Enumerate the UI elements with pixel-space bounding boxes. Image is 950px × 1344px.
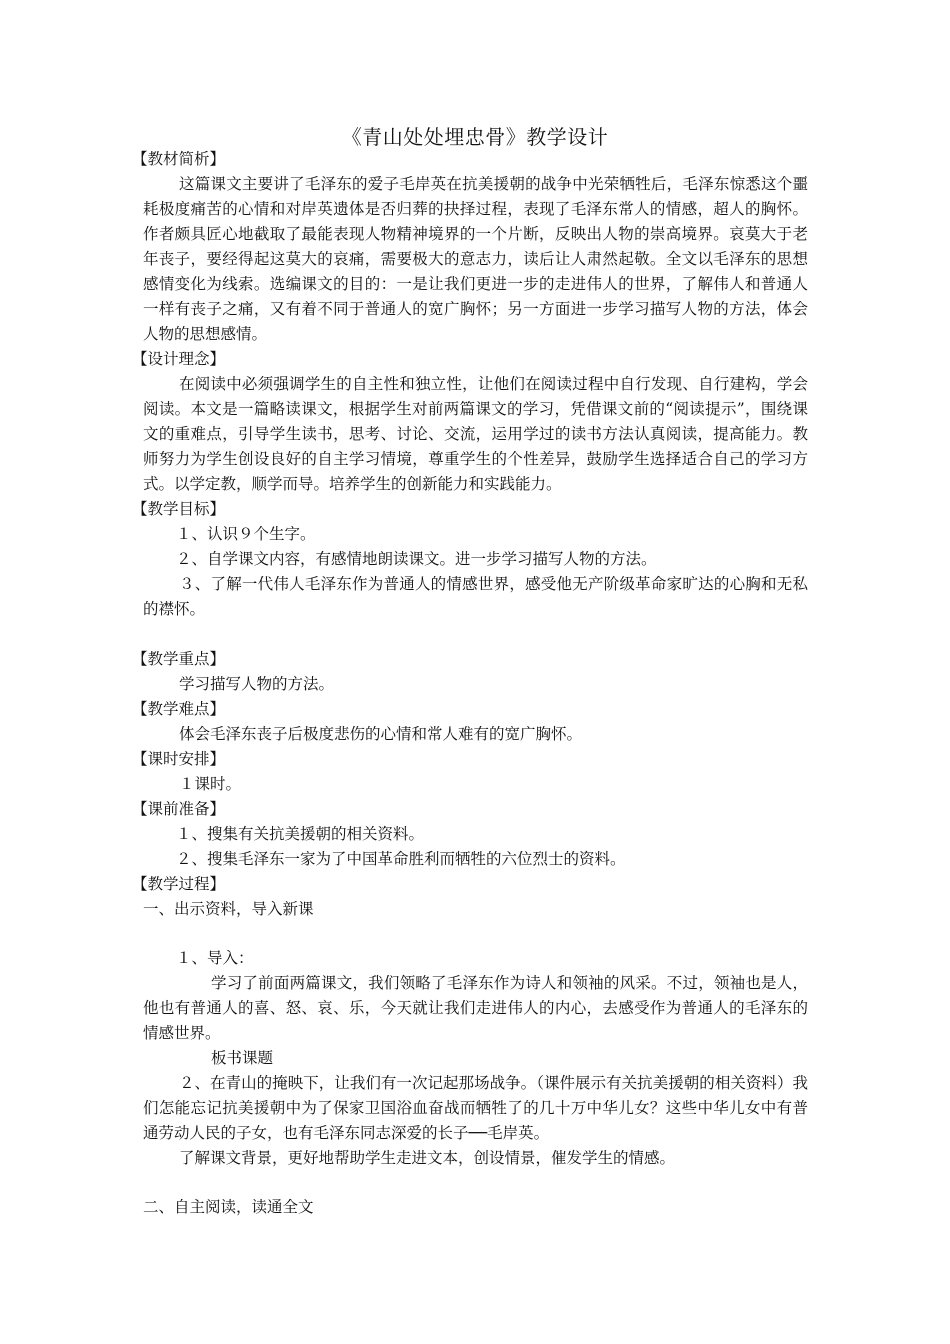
preparation-item-2: ２、搜集毛泽东一家为了中国革命胜利而牺牲的六位烈士的资料。 (176, 850, 626, 868)
board-title-note: 板书课题 (211, 1049, 274, 1067)
document-title: 《青山处处埋忠骨》教学设计 (341, 125, 609, 149)
teaching-goal-1: １、认识９个生字。 (176, 525, 316, 543)
material-analysis-paragraph: 这篇课文主要讲了毛泽东的爱子毛岸英在抗美援朝的战争中光荣牺牲后，毛泽东惊悉这个噩耗极度痛苦的心情和对岸英遗体是否归葬的抉择过程，表现了毛泽东常人的情感，超人的胸怀。作者颇具匠心地截取了最能表现人物精神境界的一个片断，反映出人物的崇高境界。哀莫大于老年丧子，要经得起这莫大的哀痛，需要极大的意志力，读后让人肃然起敬。全文以毛泽东的思想感情变化为线索。选编课文的目的：一是让我们更进一步的走进伟人的世界，了解伟人和普通人一样有丧子之痛，又有着不同于普通人的宽广胸怀；另一方面进一步学习描写人物的方法，体会人物的思想感情。 (143, 175, 808, 343)
key-points-text: 学习描写人物的方法。 (179, 675, 335, 693)
section-heading-class-hours: 【课时安排】 (132, 750, 226, 768)
process-part-2-heading: 二、自主阅读，读通全文 (143, 1198, 314, 1216)
preparation-item-1: １、搜集有关抗美援朝的相关资料。 (176, 825, 425, 843)
difficulties-text: 体会毛泽东丧子后极度悲伤的心情和常人难有的宽广胸怀。 (179, 725, 583, 743)
teaching-goal-2: ２、自学课文内容，有感情地朗读课文。进一步学习描写人物的方法。 (176, 550, 657, 568)
section-heading-teaching-process: 【教学过程】 (132, 875, 226, 893)
process-part-1-heading: 一、出示资料，导入新课 (143, 900, 314, 918)
section-heading-difficulties: 【教学难点】 (132, 700, 226, 718)
section-heading-design-concept: 【设计理念】 (132, 350, 226, 368)
section-heading-preparation: 【课前准备】 (132, 800, 226, 818)
teaching-goal-3: ３、了解一代伟人毛泽东作为普通人的情感世界，感受他无产阶级革命家旷达的心胸和无私的襟怀。 (143, 575, 808, 618)
class-hours-text: １课时。 (179, 775, 242, 793)
process-step-1-label: １、导入： (176, 949, 254, 967)
design-concept-paragraph: 在阅读中必须强调学生的自主性和独立性，让他们在阅读过程中自行发现、自行建构，学会阅读。本文是一篇略读课文，根据学生对前两篇课文的学习，凭借课文前的“阅读提示”，围绕课文的重难点，引导学生读书，思考、讨论、交流，运用学过的读书方法认真阅读，提高能力。教师努力为学生创设良好的自主学习情境，尊重学生的个性差异，鼓励学生选择适合自己的学习方式。以学定教，顺学而导。培养学生的创新能力和实践能力。 (143, 375, 808, 493)
process-step-1-text: 学习了前面两篇课文，我们领略了毛泽东作为诗人和领袖的风采。不过，领袖也是人，他也有普通人的喜、怒、哀、乐，今天就让我们走进伟人的内心，去感受作为普通人的毛泽东的情感世界。 (143, 974, 808, 1042)
section-heading-teaching-goals: 【教学目标】 (132, 500, 226, 518)
section-heading-material-analysis: 【教材简析】 (132, 150, 226, 168)
section-heading-key-points: 【教学重点】 (132, 650, 226, 668)
process-step-2-note: 了解课文背景，更好地帮助学生走进文本，创设情景，催发学生的情感。 (179, 1149, 676, 1167)
process-step-2-text: ２、在青山的掩映下，让我们有一次记起那场战争。（课件展示有关抗美援朝的相关资料）我们怎能忘记抗美援朝中为了保家卫国浴血奋战而牺牲了的几十万中华儿女？这些中华儿女中有普通劳动人民的子女，也有毛泽东同志深爱的长子──毛岸英。 (143, 1074, 808, 1142)
